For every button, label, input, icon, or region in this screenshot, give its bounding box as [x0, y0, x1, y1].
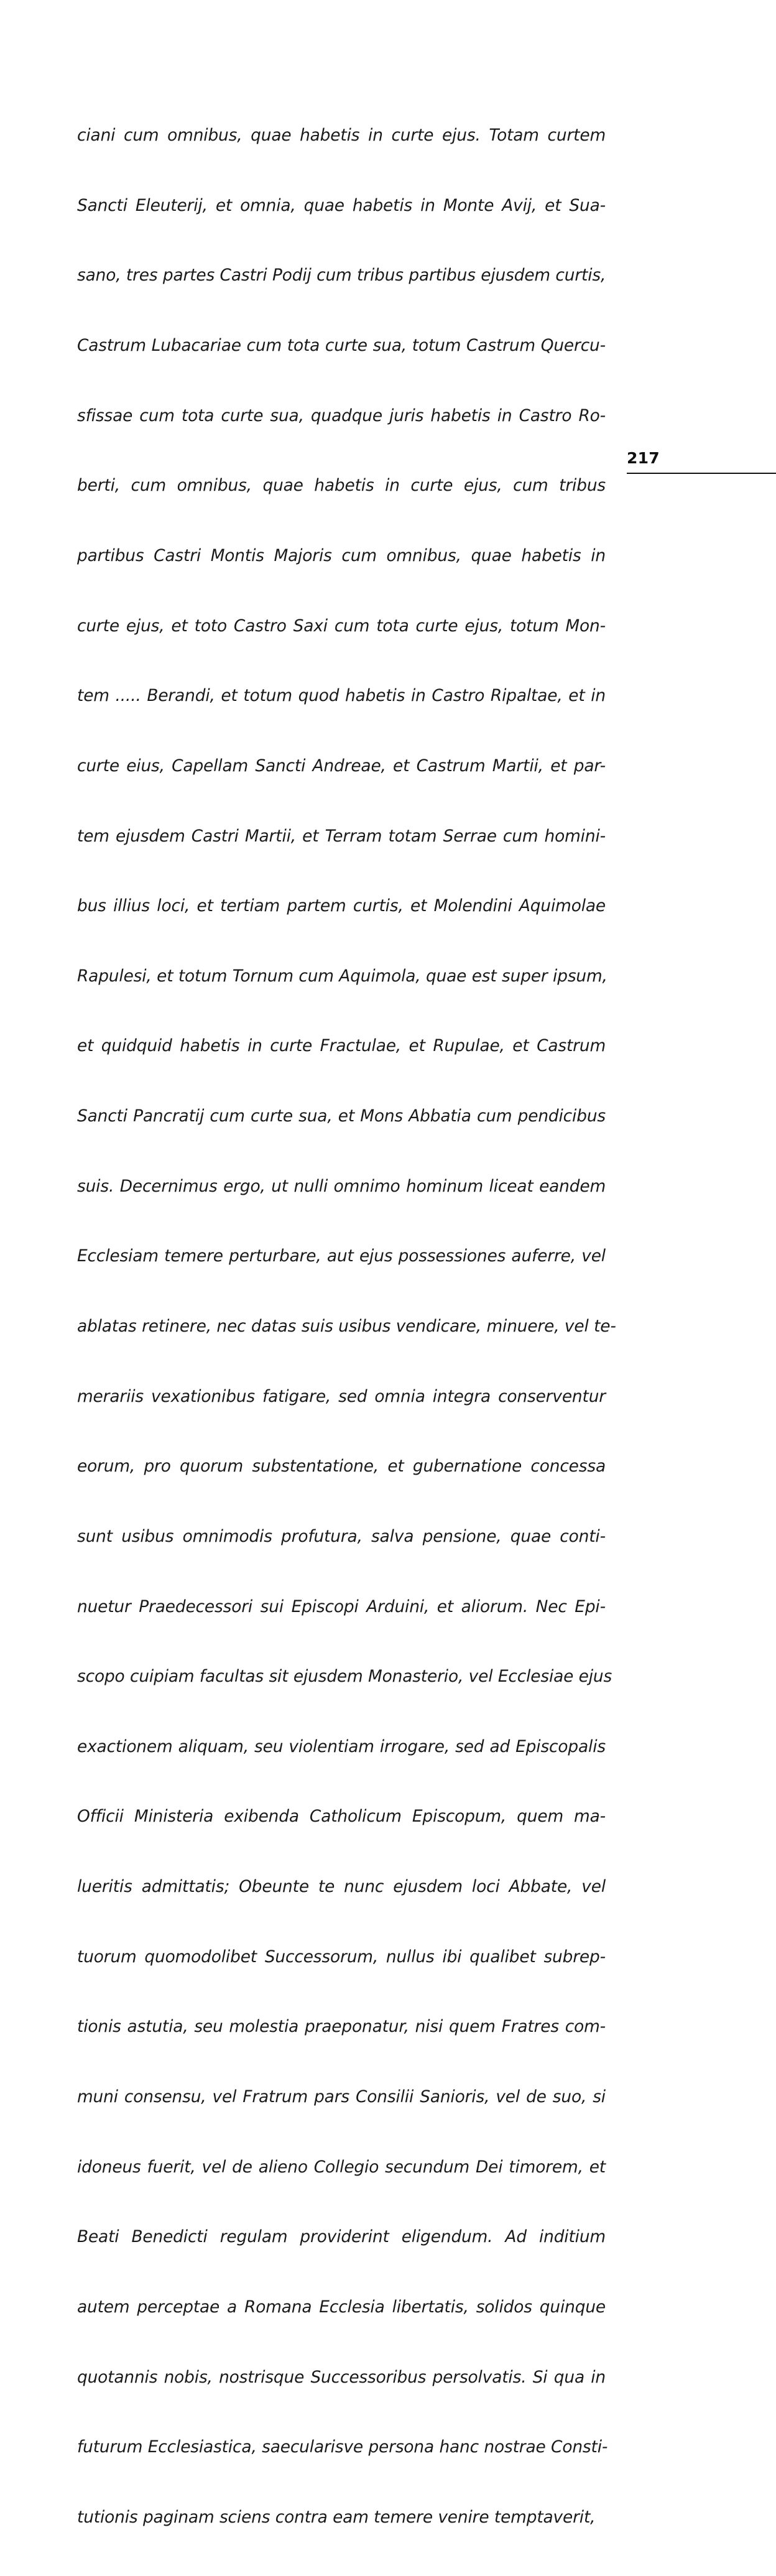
text-line	[77, 1175, 606, 1198]
text-line-content: Officii Ministeria exibenda Catholicum Episcopum, quem ma-	[77, 1807, 606, 1827]
text-line-content: quotannis nobis, nostrisque Successoribus persolvatis. Si qua in	[77, 2367, 606, 2387]
text-line-content: sfissae cum tota curte sua, quadque juris habetis in Castro Ro-	[77, 405, 606, 425]
folio-block	[622, 450, 771, 474]
text-line-content: suis. Decernimus ergo, ut nulli omnimo hominum liceat eandem	[77, 1176, 606, 1196]
text-line	[77, 2435, 606, 2459]
text-line	[77, 264, 606, 287]
text-line-content: lueritis admittatis; Obeunte te nunc ejusdem loci Abbate, vel	[77, 1877, 606, 1897]
text-line-content: curte eius, Capellam Sancti Andreae, et Castrum Martii, et par-	[77, 756, 606, 776]
text-line	[77, 1735, 606, 1759]
text-line	[77, 404, 606, 428]
text-line-content: merariis vexationibus fatigare, sed omnia integra conserventur	[77, 1386, 606, 1406]
text-line-content: tutionis paginam sciens contra eam temere venire temptaverit,	[77, 2507, 596, 2527]
text-line	[77, 1595, 606, 1619]
text-line-content: Ecclesiam temere perturbare, aut ejus possessiones auferre, vel	[77, 1246, 606, 1266]
text-line-content: Sancti Eleuterij, et omnia, quae habetis in Monte Avij, et Sua-	[77, 195, 606, 215]
text-line-content: tem ejusdem Castri Martii, et Terram totam Serrae cum homini-	[77, 826, 606, 846]
text-line-content: tem ..... Berandi, et totum quod habetis in Castro Ripaltae, et in	[77, 686, 606, 706]
text-line	[77, 1525, 606, 1549]
text-line	[77, 894, 606, 918]
text-line-content: Sancti Pancratij cum curte sua, et Mons Abbatia cum pendicibus	[77, 1106, 606, 1126]
body-text-column	[77, 77, 616, 2576]
text-line	[77, 2015, 606, 2039]
text-line-content: Beati Benedicti regulam providerint eligendum. Ad inditium	[77, 2227, 606, 2247]
text-line-content: Castrum Lubacariae cum tota curte sua, totum Castrum Quercu-	[77, 336, 606, 356]
text-line	[77, 1315, 616, 1338]
text-line-content: ablatas retinere, nec datas suis usibus vendicare, minuere, vel te-	[77, 1316, 616, 1336]
text-line	[77, 1455, 606, 1478]
text-line	[77, 2225, 606, 2249]
text-line	[77, 2085, 606, 2109]
text-line	[77, 124, 606, 147]
text-line	[77, 1385, 606, 1409]
text-line-content: et quidquid habetis in curte Fractulae, et Rupulae, et Castrum	[77, 1036, 606, 1056]
text-line-content: scopo cuipiam facultas sit ejusdem Monasterio, vel Ecclesiae ejus	[77, 1667, 612, 1687]
text-line-content: nuetur Praedecessori sui Episcopi Arduini, et aliorum. Nec Epi-	[77, 1596, 606, 1616]
text-line	[77, 1945, 606, 1969]
text-line	[77, 754, 606, 778]
text-line	[77, 1105, 606, 1128]
text-line-content: eorum, pro quorum substentatione, et gubernatione concessa	[77, 1457, 606, 1476]
text-line	[77, 965, 606, 988]
text-line	[77, 2156, 606, 2179]
text-line-content: tuorum quomodolibet Successorum, nullus ibi qualibet subrep-	[77, 1947, 606, 1967]
text-line-content: futurum Ecclesiastica, saecularisve persona hanc nostrae Consti-	[77, 2437, 608, 2457]
text-line	[77, 1665, 612, 1689]
text-line	[77, 1875, 606, 1899]
page-number: 217	[627, 449, 660, 467]
text-line-content: ciani cum omnibus, quae habetis in curte ejus. Totam curtem	[77, 126, 606, 146]
text-line	[77, 614, 606, 638]
text-line	[77, 2366, 606, 2389]
text-line-content: curte ejus, et toto Castro Saxi cum tota curte ejus, totum Mon-	[77, 616, 606, 636]
text-line	[77, 334, 606, 358]
latin-body-paragraph	[77, 77, 616, 2576]
text-line	[77, 544, 606, 568]
text-line	[77, 1034, 606, 1058]
text-line-content: sano, tres partes Castri Podij cum tribus partibus ejusdem curtis,	[77, 266, 606, 285]
text-line-content: idoneus fuerit, vel de alieno Collegio secundum Dei timorem, et	[77, 2157, 606, 2177]
text-line-content: bus illius loci, et tertiam partem curtis, et Molendini Aquimolae	[77, 896, 606, 916]
text-line	[77, 2296, 606, 2319]
text-line-content: Rapulesi, et totum Tornum cum Aquimola, quae est super ipsum,	[77, 966, 607, 986]
text-line-content: autem perceptae a Romana Ecclesia libertatis, solidos quinque	[77, 2297, 606, 2317]
text-line-content: sunt usibus omnimodis profutura, salva pensione, quae conti-	[77, 1526, 606, 1546]
text-line-content: tionis astutia, seu molestia praeponatur, nisi quem Fratres com-	[77, 2017, 606, 2037]
text-line-content: berti, cum omnibus, quae habetis in curte ejus, cum tribus	[77, 476, 606, 496]
text-line-content: muni consensu, vel Fratrum pars Consilii Sanioris, vel de suo, si	[77, 2087, 606, 2107]
folio-rule	[627, 473, 776, 474]
text-line	[77, 684, 606, 708]
text-line-content: exactionem aliquam, seu violentiam irrogare, sed ad Episcopalis	[77, 1736, 606, 1756]
text-line	[77, 2506, 606, 2529]
text-line	[77, 1805, 606, 1828]
text-line	[77, 474, 606, 498]
text-line	[77, 194, 606, 218]
text-line-content: partibus Castri Montis Majoris cum omnibus, quae habetis in	[77, 545, 606, 565]
text-line	[77, 1244, 606, 1268]
text-line	[77, 825, 606, 848]
